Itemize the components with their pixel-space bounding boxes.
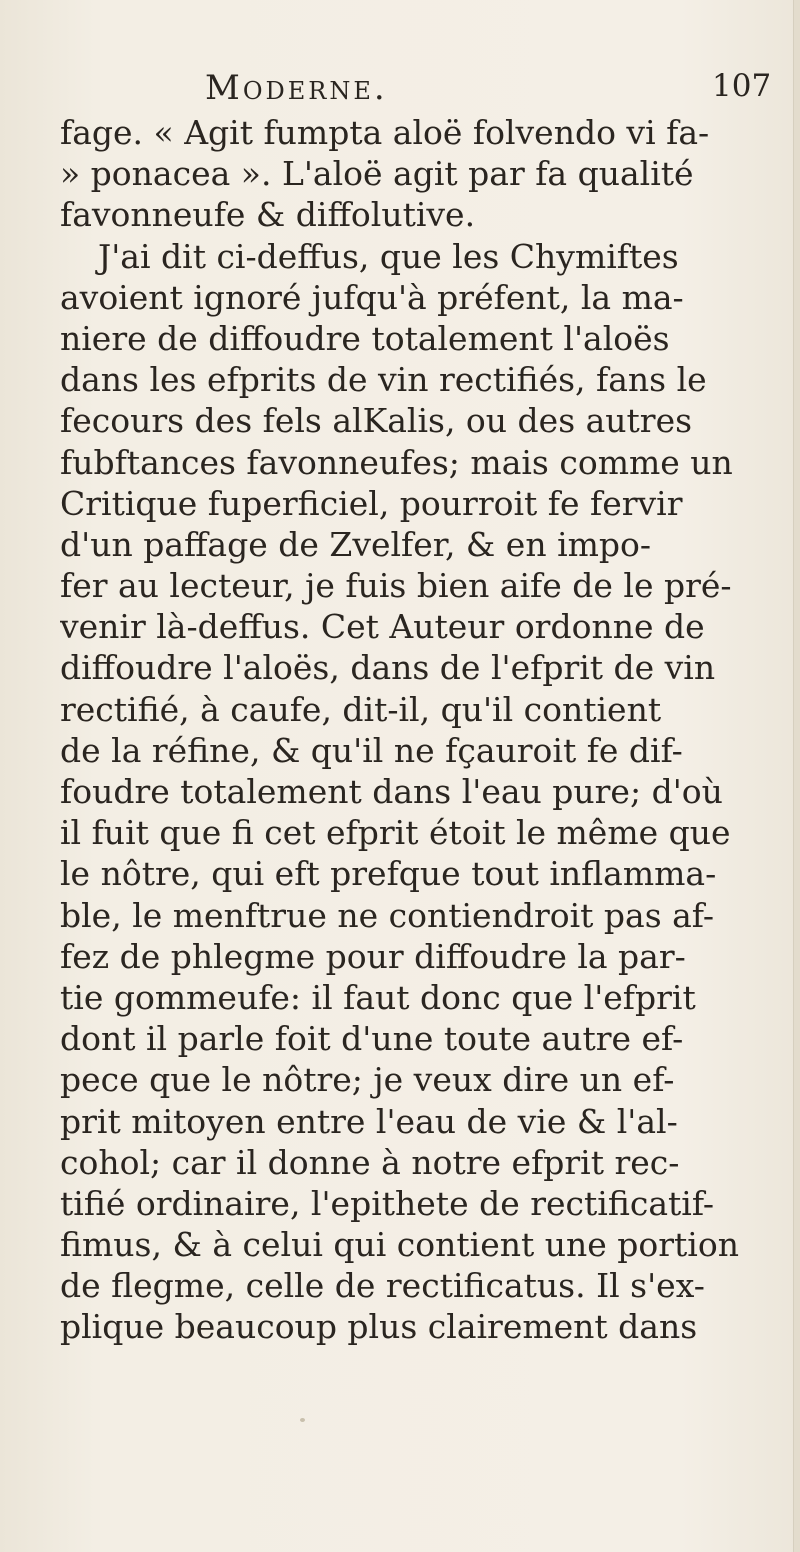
text-line: foudre totalement dans l'eau pure; d'où: [60, 772, 723, 811]
text-line: tie gommeufe: il faut donc que l'efprit: [60, 977, 696, 1017]
ink-speck: [300, 1418, 305, 1422]
text-line: d'un paffage de Zvelfer, & en impo-: [60, 524, 652, 564]
text-line: fimus, & à celui qui contient une portion: [60, 1225, 739, 1265]
text-line: tifié ordinaire, l'epithete de rectificatif-: [60, 1183, 715, 1223]
text-line: fez de phlegme pour diffoudre la par-: [60, 936, 686, 976]
running-title: Moderne.: [205, 68, 388, 108]
text-line: de la réfine, & qu'il ne fçauroit fe dif-: [60, 730, 683, 770]
body-text: [60, 112, 795, 1348]
text-line: venir là-deffus. Cet Auteur ordonne de: [60, 607, 705, 647]
text-line: fecours des fels alKalis, ou des autres: [60, 401, 693, 441]
page-header: [0, 68, 800, 112]
text-line: diffoudre l'aloës, dans de l'efprit de vin: [60, 648, 716, 688]
text-line: fage. « Agit fumpta aloë folvendo vi fa-: [60, 113, 710, 152]
text-line: de flegme, celle de rectificatus. Il s'ex-: [60, 1266, 705, 1306]
text-line: pece que le nôtre; je veux dire un ef-: [60, 1060, 675, 1100]
text-line: Critique fuperficiel, pourroit fe fervir: [60, 483, 683, 523]
text-line: ble, le menftrue ne contiendroit pas af-: [60, 895, 714, 935]
text-line: il fuit que fi cet efprit étoit le même que: [60, 813, 731, 853]
text-line: prit mitoyen entre l'eau de vie & l'al-: [60, 1101, 678, 1141]
text-line: dans les efprits de vin rectifiés, fans le: [60, 360, 707, 400]
text-line: le nôtre, qui eft prefque tout inflamma-: [60, 854, 717, 894]
text-line: avoient ignoré jufqu'à préfent, la ma-: [60, 277, 684, 317]
text-line: cohol; car il donne à notre efprit rec-: [60, 1142, 680, 1182]
text-line: J'ai dit ci-deffus, que les Chymiftes: [98, 236, 679, 276]
text-line: niere de diffoudre totalement l'aloës: [60, 318, 670, 358]
page-number: 107: [712, 68, 772, 104]
text-line: fer au lecteur, je fuis bien aife de le pré-: [60, 566, 732, 606]
text-line: fubftances favonneufes; mais comme un: [60, 442, 733, 482]
text-line: favonneufe & diffolutive.: [60, 195, 476, 235]
text-line: rectifié, à caufe, dit-il, qu'il contient: [60, 689, 662, 729]
text-line: » ponacea ». L'aloë agit par fa qualité: [60, 154, 694, 194]
text-line: plique beaucoup plus clairement dans: [60, 1307, 698, 1347]
text-line: dont il parle foit d'une toute autre ef-: [60, 1019, 684, 1059]
